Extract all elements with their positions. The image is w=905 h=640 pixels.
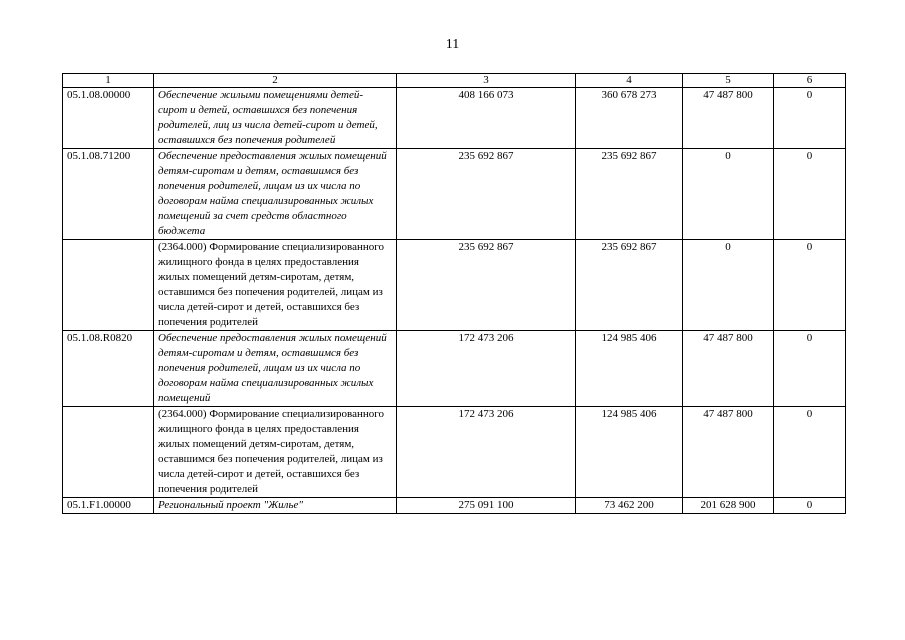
row-value-col4: 124 985 406 bbox=[576, 331, 683, 407]
column-header-3: 3 bbox=[397, 74, 576, 88]
row-value-col3: 275 091 100 bbox=[397, 498, 576, 514]
table-row bbox=[63, 88, 846, 149]
row-value-col5: 47 487 800 bbox=[683, 331, 774, 407]
row-value-col3: 235 692 867 bbox=[397, 149, 576, 240]
row-description: Обеспечение жилыми помещениями детей-сирот и детей, оставшихся без попечения родителей, лиц из числа детей-сирот и детей, оставшихся без попечения родителей bbox=[154, 88, 397, 149]
column-header-2: 2 bbox=[154, 74, 397, 88]
table-row bbox=[63, 407, 846, 498]
table-body bbox=[63, 88, 846, 514]
budget-table bbox=[62, 73, 846, 514]
column-header-4: 4 bbox=[576, 74, 683, 88]
row-value-col5: 0 bbox=[683, 240, 774, 331]
table-row bbox=[63, 331, 846, 407]
row-description: Обеспечение предоставления жилых помещений детям-сиротам и детям, оставшимся без попечения родителей, лицам из их числа по договорам найма специализированных жилых помещений за счет средств областного бюджета bbox=[154, 149, 397, 240]
row-value-col3: 172 473 206 bbox=[397, 407, 576, 498]
row-value-col6: 0 bbox=[774, 498, 846, 514]
row-value-col6: 0 bbox=[774, 407, 846, 498]
column-header-5: 5 bbox=[683, 74, 774, 88]
row-description: (2364.000) Формирование специализированного жилищного фонда в целях предоставления жилых помещений детям-сиротам, детям, оставшимся без попечения родителей, лицам из числа детей-сирот и детей, оставшихся без попечения родителей bbox=[154, 240, 397, 331]
table-header bbox=[63, 74, 846, 88]
row-description: (2364.000) Формирование специализированного жилищного фонда в целях предоставления жилых помещений детям-сиротам, детям, оставшимся без попечения родителей, лицам из числа детей-сирот и детей, оставшихся без попечения родителей bbox=[154, 407, 397, 498]
column-header-6: 6 bbox=[774, 74, 846, 88]
row-value-col5: 47 487 800 bbox=[683, 88, 774, 149]
row-value-col3: 408 166 073 bbox=[397, 88, 576, 149]
row-code: 05.1.08.R0820 bbox=[63, 331, 154, 407]
row-value-col6: 0 bbox=[774, 88, 846, 149]
row-code: 05.1.F1.00000 bbox=[63, 498, 154, 514]
row-value-col3: 235 692 867 bbox=[397, 240, 576, 331]
row-code bbox=[63, 407, 154, 498]
row-value-col4: 360 678 273 bbox=[576, 88, 683, 149]
row-value-col3: 172 473 206 bbox=[397, 331, 576, 407]
row-value-col4: 235 692 867 bbox=[576, 240, 683, 331]
row-value-col6: 0 bbox=[774, 331, 846, 407]
row-value-col4: 73 462 200 bbox=[576, 498, 683, 514]
row-code: 05.1.08.71200 bbox=[63, 149, 154, 240]
row-value-col6: 0 bbox=[774, 149, 846, 240]
table-row bbox=[63, 149, 846, 240]
row-value-col5: 201 628 900 bbox=[683, 498, 774, 514]
row-description: Региональный проект "Жилье" bbox=[154, 498, 397, 514]
row-value-col5: 0 bbox=[683, 149, 774, 240]
table-row bbox=[63, 498, 846, 514]
column-header-1: 1 bbox=[63, 74, 154, 88]
row-code bbox=[63, 240, 154, 331]
row-value-col4: 124 985 406 bbox=[576, 407, 683, 498]
table-row bbox=[63, 240, 846, 331]
row-code: 05.1.08.00000 bbox=[63, 88, 154, 149]
row-description: Обеспечение предоставления жилых помещений детям-сиротам и детям, оставшимся без попечения родителей, лицам из их числа по договорам найма специализированных жилых помещений bbox=[154, 331, 397, 407]
row-value-col4: 235 692 867 bbox=[576, 149, 683, 240]
row-value-col5: 47 487 800 bbox=[683, 407, 774, 498]
header-row bbox=[63, 74, 846, 88]
row-value-col6: 0 bbox=[774, 240, 846, 331]
page-number: 11 bbox=[445, 37, 460, 52]
